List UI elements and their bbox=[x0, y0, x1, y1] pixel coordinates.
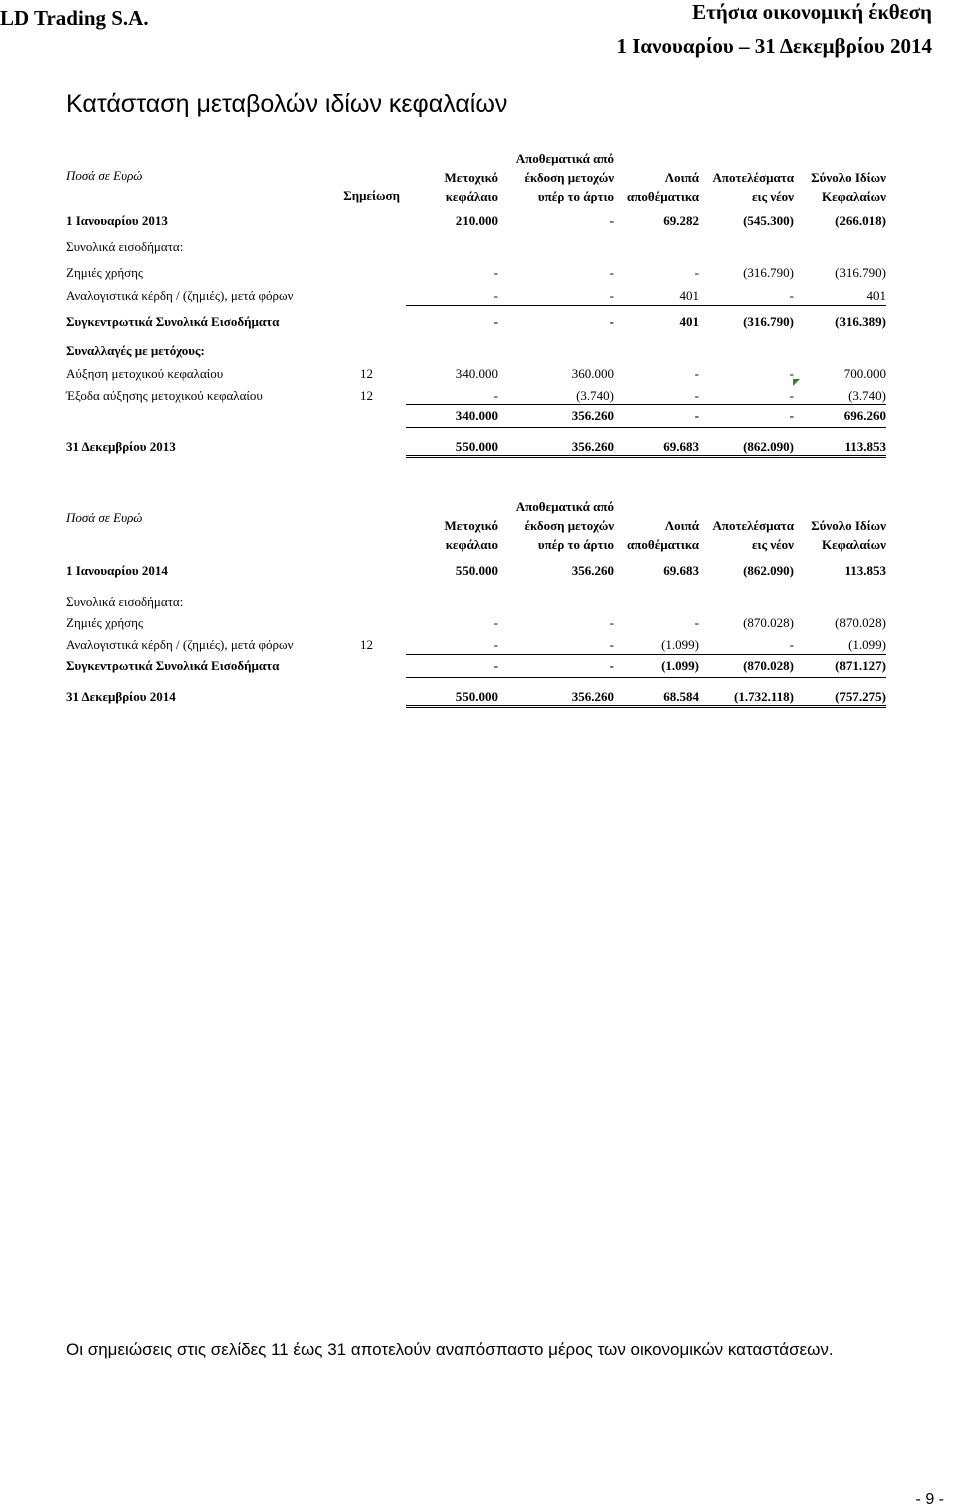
table-row: 31 Δεκεμβρίου 2014 550.000 356.260 68.584 (1.732.118) (757.275) bbox=[66, 689, 886, 704]
table-row: 31 Δεκεμβρίου 2013 550.000 356.260 69.683 (862.090) 113.853 bbox=[66, 439, 886, 454]
comment-marker-icon bbox=[793, 379, 800, 386]
sum-line bbox=[406, 654, 886, 655]
col-head-share-premium: Αποθεματικά από έκδοση μετοχών υπέρ το άρτιο bbox=[515, 499, 614, 552]
unit-label: Ποσά σε Ευρώ bbox=[66, 510, 143, 525]
total-double-line bbox=[406, 455, 886, 458]
sum-line bbox=[406, 677, 886, 678]
section-heading: Συναλλαγές με μετόχους: bbox=[66, 343, 205, 358]
table-row: 340.000 356.260 - - 696.260 bbox=[455, 408, 886, 423]
col-head-other-reserves: Λοιπά αποθέματικα bbox=[627, 170, 699, 204]
footer-note: Οι σημειώσεις στις σελίδες 11 έως 31 αποτελούν αναπόσπαστο μέρος των οικονομικών καταστάσεων. bbox=[66, 1340, 834, 1359]
report-period: 1 Ιανουαρίου – 31 Δεκεμβρίου 2014 bbox=[616, 34, 932, 58]
col-head-retained: Αποτελέσματα εις νέον bbox=[712, 518, 794, 552]
table-row: Συγκεντρωτικά Συνολικά Εισοδήματα - - (1.099) (870.028) (871.127) bbox=[66, 658, 886, 673]
page-title: Κατάσταση μεταβολών ιδίων κεφαλαίων bbox=[66, 90, 508, 118]
section-heading: Συνολικά εισοδήματα: bbox=[66, 594, 184, 609]
table-row: Αύξηση μετοχικού κεφαλαίου 12 340.000 360.000 - - 700.000 bbox=[66, 366, 886, 381]
total-double-line bbox=[406, 705, 886, 708]
col-head-retained: Αποτελέσματα εις νέον bbox=[712, 170, 794, 204]
table-row: 1 Ιανουαρίου 2014 550.000 356.260 69.683 (862.090) 113.853 bbox=[66, 563, 886, 578]
col-head-total: Σύνολο Ιδίων Κεφαλαίων bbox=[811, 518, 886, 552]
table-row: Έξοδα αύξησης μετοχικού κεφαλαίου 12 - (3.740) - - (3.740) bbox=[66, 388, 886, 403]
report-title: Ετήσια οικονομική έκθεση bbox=[692, 0, 932, 24]
col-head-share-premium: Αποθεματικά από έκδοση μετοχών υπέρ το άρτιο bbox=[515, 151, 614, 204]
table-row: Ζημιές χρήσης - - - (870.028) (870.028) bbox=[66, 615, 886, 630]
sum-line bbox=[406, 404, 886, 405]
page-number: - 9 - bbox=[915, 1491, 944, 1508]
unit-label: Ποσά σε Ευρώ bbox=[66, 168, 143, 183]
col-head-note: Σημείωση bbox=[343, 188, 400, 203]
col-head-total: Σύνολο Ιδίων Κεφαλαίων bbox=[811, 170, 886, 204]
table-row: Αναλογιστικά κέρδη / (ζημιές), μετά φόρων 12 - - (1.099) - (1.099) bbox=[66, 637, 886, 652]
section-heading: Συνολικά εισοδήματα: bbox=[66, 239, 184, 254]
sum-line bbox=[406, 427, 886, 428]
col-head-share-capital: Μετοχικό κεφάλαιο bbox=[444, 518, 498, 552]
table-row: Αναλογιστικά κέρδη / (ζημιές), μετά φόρων - - 401 - 401 bbox=[66, 288, 886, 303]
table-row: Συγκεντρωτικά Συνολικά Εισοδήματα - - 401 (316.790) (316.389) bbox=[66, 314, 886, 329]
sum-line bbox=[406, 305, 886, 306]
table-row: Ζημιές χρήσης - - - (316.790) (316.790) bbox=[66, 265, 886, 280]
table-row: 1 Ιανουαρίου 2013 210.000 - 69.282 (545.300) (266.018) bbox=[66, 213, 886, 228]
col-head-share-capital: Μετοχικό κεφάλαιο bbox=[444, 170, 498, 204]
company-name: LD Trading S.A. bbox=[0, 6, 149, 30]
col-head-other-reserves: Λοιπά αποθέματικα bbox=[627, 518, 699, 552]
